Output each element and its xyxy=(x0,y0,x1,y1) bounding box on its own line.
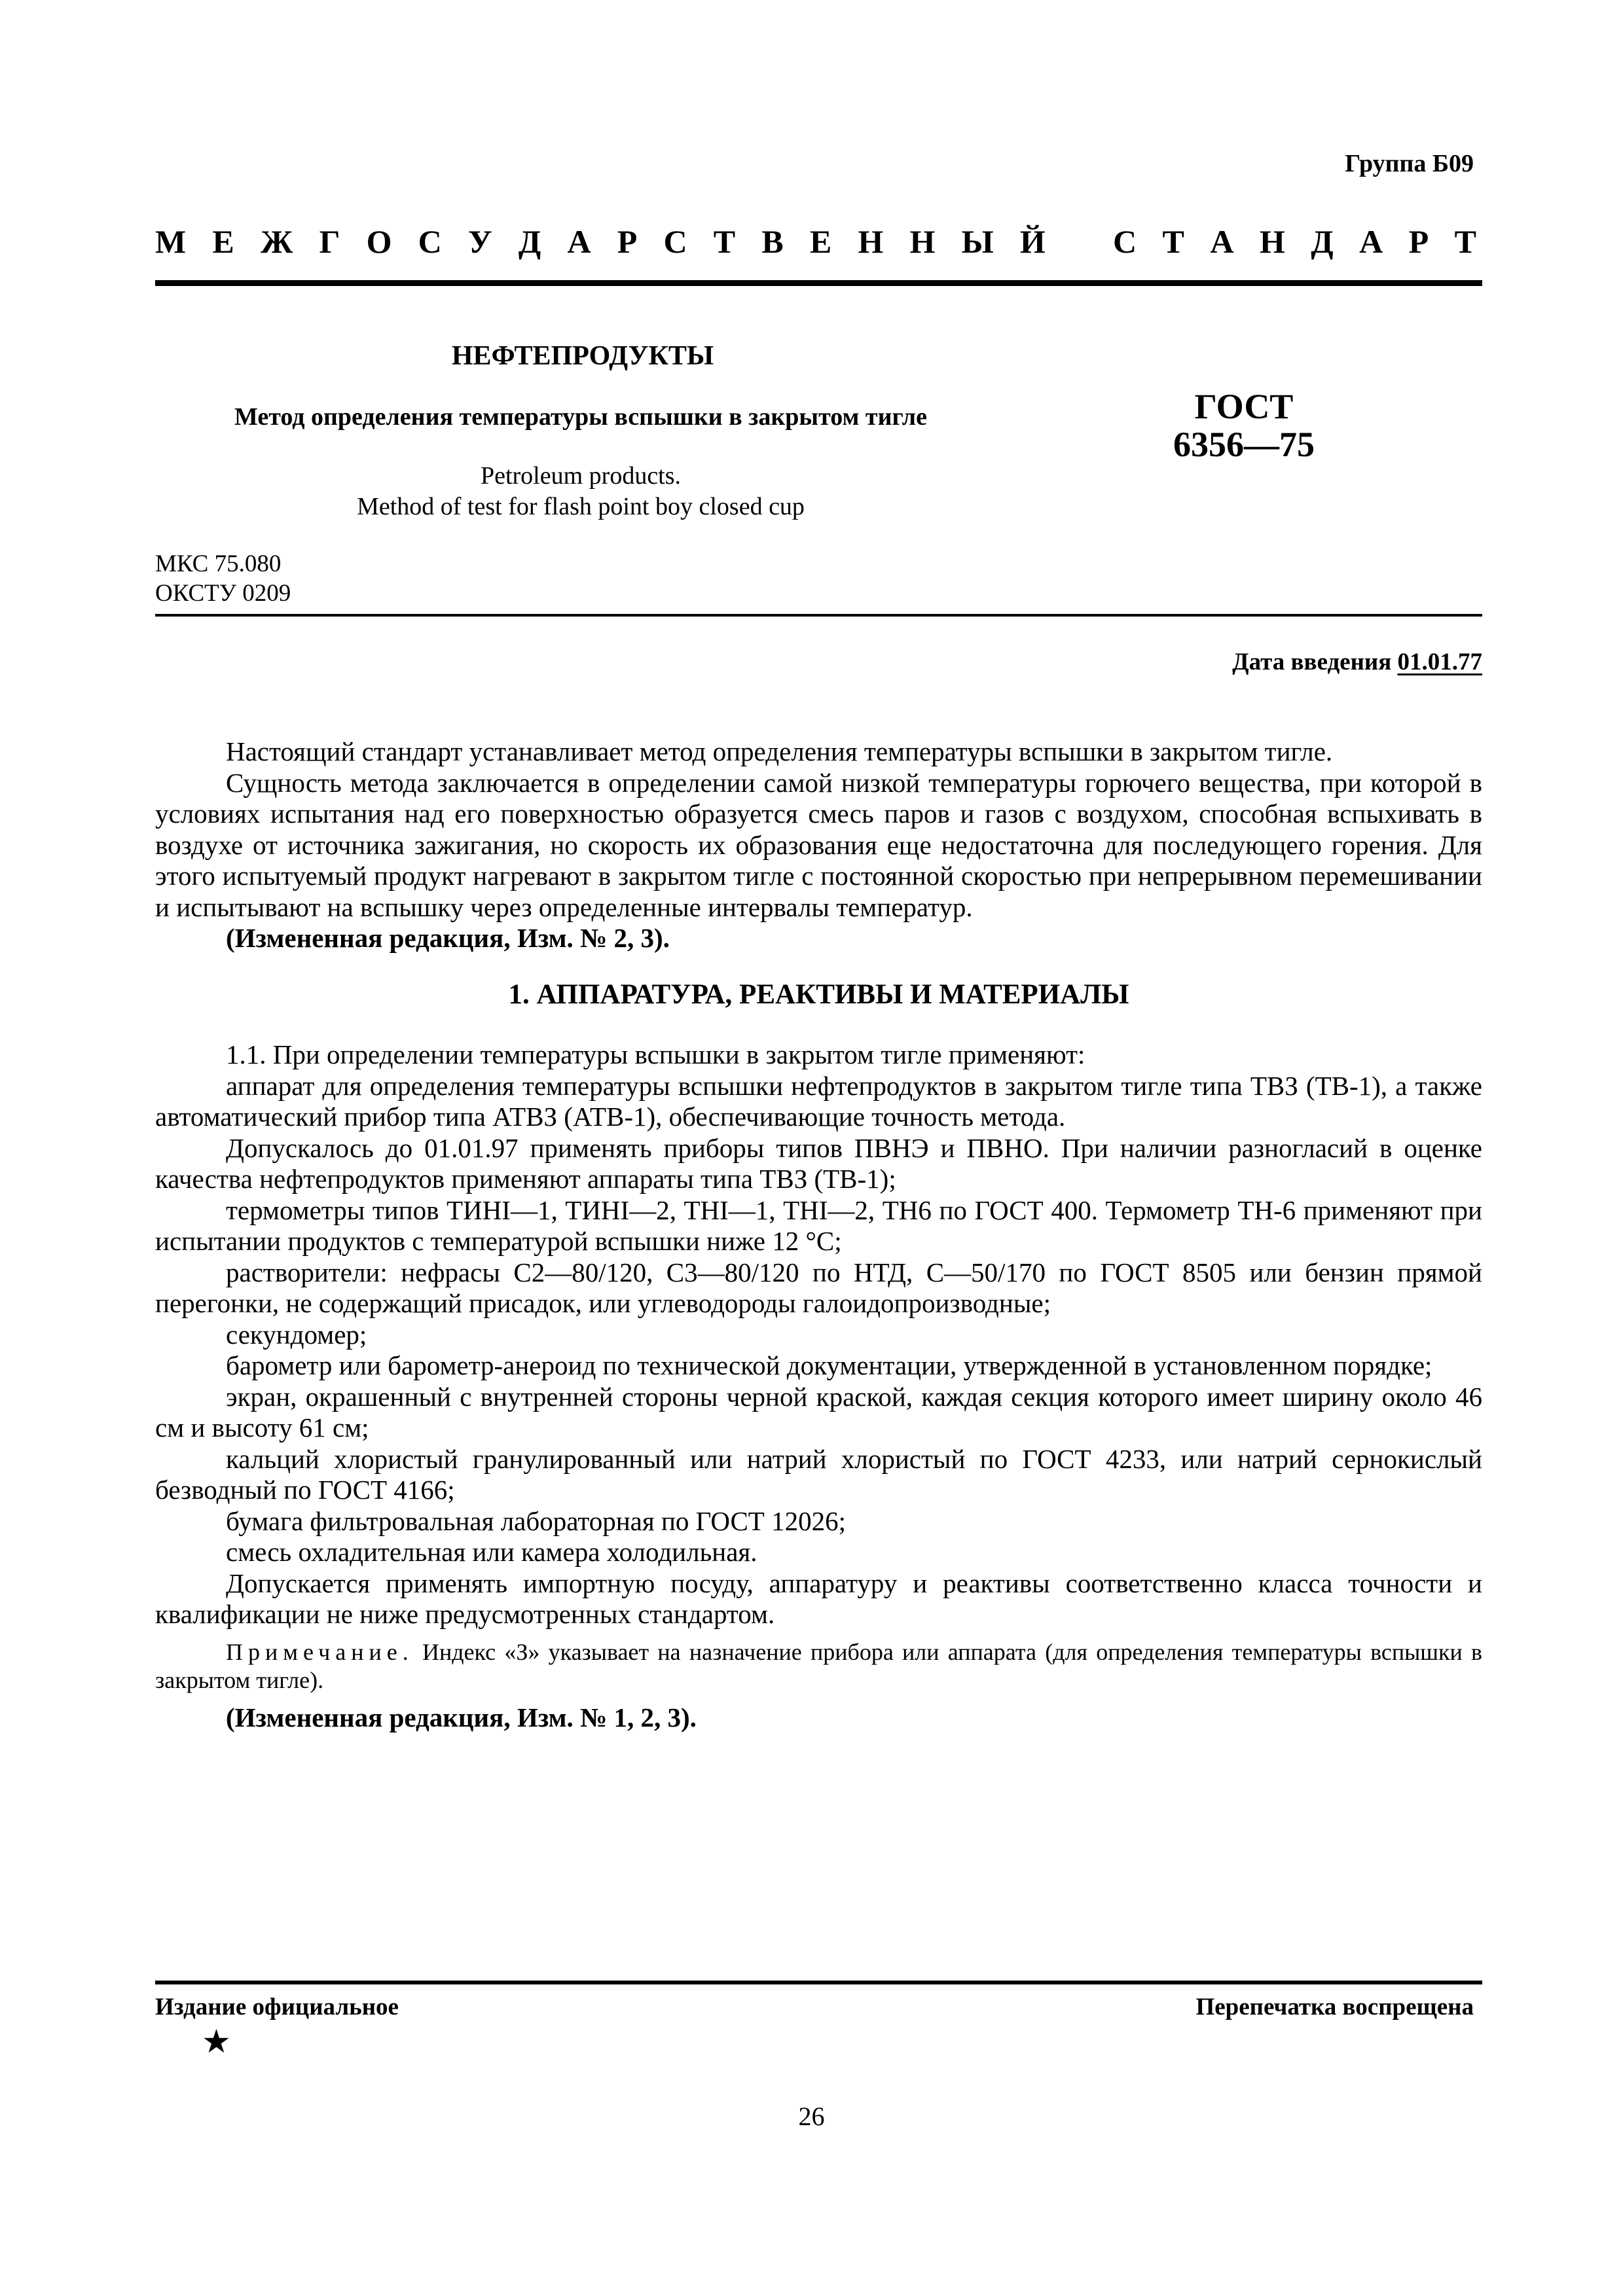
list-item-cooling: смесь охладительная или камера холодильная. xyxy=(226,1537,757,1567)
change-note-2: (Измененная редакция, Изм. № 1, 2, 3). xyxy=(226,1702,697,1732)
gost-label: ГОСТ xyxy=(1194,387,1294,426)
banner-right-letter: Т xyxy=(1162,223,1184,260)
banner-right xyxy=(1113,223,1476,260)
banner-left-letter: У xyxy=(467,223,492,260)
banner-left-letter: С xyxy=(663,223,687,260)
list-item-solvents: растворители: нефрасы С2—80/120, С3—80/120 по НТД, С—50/170 по ГОСТ 8505 или бензин прямой перегонки, не содержащий присадок, или углеводороды галоидопроизводные; xyxy=(155,1257,1482,1318)
list-item-import-allowed: Допускается применять импортную посуду, аппаратуру и реактивы соответственно класса точности и квалификации не ниже предусмотренных стандартом. xyxy=(155,1568,1482,1629)
list-item-thermometers: термометры типов ТИНІ—1, ТИНІ—2, ТНІ—1, ТНІ—2, ТН6 по ГОСТ 400. Термометр ТН-6 применяют при испытании продуктов с температурой вспышки ниже 12 °С; xyxy=(155,1194,1482,1256)
change-note-1: (Измененная редакция, Изм. № 2, 3). xyxy=(226,923,670,953)
group-label: Группа Б09 xyxy=(1345,150,1474,177)
banner-right-letter: Т xyxy=(1454,223,1476,260)
banner-left-letter: Д xyxy=(518,223,541,260)
official-edition-label: Издание официальное xyxy=(155,1994,399,2020)
banner-right-letter: С xyxy=(1113,223,1137,260)
middle-rule xyxy=(155,614,1482,617)
list-item-barometer: барометр или барометр-анероид по технической документации, утвержденной в установленном порядке; xyxy=(226,1350,1432,1380)
banner-left-letter: Н xyxy=(909,223,936,260)
intro-date xyxy=(1232,648,1482,676)
banner-left-letter: Ж xyxy=(260,223,293,260)
bottom-rule xyxy=(155,1981,1482,1984)
banner-left-letter: Р xyxy=(617,223,638,260)
banner-left-letter: М xyxy=(155,223,187,260)
section-heading-1: 1. АППАРАТУРА, РЕАКТИВЫ И МАТЕРИАЛЫ xyxy=(508,978,1129,1010)
banner-right-letter: А xyxy=(1359,223,1383,260)
banner-right-letter: Д xyxy=(1311,223,1334,260)
banner-left-letter: С xyxy=(418,223,442,260)
banner-left-letter: О xyxy=(366,223,392,260)
document-subtitle: Метод определения температуры вспышки в закрытом тигле xyxy=(234,403,927,431)
list-item-filter-paper: бумага фильтровальная лабораторная по ГОСТ 12026; xyxy=(226,1505,846,1536)
top-rule xyxy=(155,280,1482,286)
intro-date-value: 01.01.77 xyxy=(1397,649,1482,675)
reprint-prohibited-label: Перепечатка воспрещена xyxy=(1195,1994,1474,2020)
paragraph-scope: Настоящий стандарт устанавливает метод определения температуры вспышки в закрытом тигле. xyxy=(226,736,1333,766)
list-item-apparatus: аппарат для определения температуры вспышки нефтепродуктов в закрытом тигле типа ТВЗ (ТВ-1), а также автоматический прибор типа АТВЗ (АТВ-1), обеспечивающие точность метода. xyxy=(155,1070,1482,1132)
banner-left-letter: Г xyxy=(319,223,340,260)
document-body xyxy=(155,736,1482,1733)
banner-left-letter: Е xyxy=(809,223,832,260)
list-item-allowed-devices: Допускалось до 01.01.97 применять приборы типов ПВНЭ и ПВНО. При наличии разногласий в оценке качества нефтепродуктов применяют аппараты типа ТВЗ (ТВ-1); xyxy=(155,1132,1482,1194)
english-title-line1: Petroleum products. xyxy=(480,462,682,490)
paragraph-essence: Сущность метода заключается в определении самой низкой температуры горючего вещества, при которой в условиях испытания над его поверхностью образуется смесь паров и газов с воздухом, способная вспыхивать в воздухе от источника зажигания, но скорость их образования еще недостаточна для последующего горения. Для этого испытуемый продукт нагревают в закрытом тигле с постоянной скоростью при непрерывном перемешивании и испытывают на вспышку через определенные интервалы температур. xyxy=(155,767,1482,922)
banner-left-letter: Й xyxy=(1019,223,1046,260)
banner-left-letter: Ы xyxy=(961,223,994,260)
clause-1-1: 1.1. При определении температуры вспышки в закрытом тигле применяют: xyxy=(226,1039,1085,1069)
page-number: 26 xyxy=(798,2102,825,2131)
note-label: Примечание. xyxy=(226,1638,414,1665)
banner-left-letter: Е xyxy=(212,223,234,260)
banner-right-letter: А xyxy=(1210,223,1234,260)
banner-right-letter: Р xyxy=(1408,223,1429,260)
okstu-code: ОКСТУ 0209 xyxy=(155,580,291,607)
list-item-drying-agents: кальций хлористый гранулированный или натрий хлористый по ГОСТ 4233, или натрий сернокислый безводный по ГОСТ 4166; xyxy=(155,1443,1482,1505)
document-title: НЕФТЕПРОДУКТЫ xyxy=(451,341,714,371)
banner-left-letter: А xyxy=(567,223,591,260)
banner-left xyxy=(155,223,1046,260)
mks-code: МКС 75.080 xyxy=(155,550,282,577)
list-item-screen: экран, окрашенный с внутренней стороны черной краской, каждая секция которого имеет ширину около 46 см и высоту 61 см; xyxy=(155,1381,1482,1443)
list-item-stopwatch: секундомер; xyxy=(226,1319,367,1350)
english-title-line2: Method of test for flash point boy closed cup xyxy=(357,493,805,520)
note xyxy=(155,1638,1482,1695)
banner-right-letter: Н xyxy=(1259,223,1285,260)
banner-left-letter: В xyxy=(761,223,784,260)
banner-left-letter: Т xyxy=(713,223,736,260)
intro-date-label: Дата введения xyxy=(1232,649,1392,675)
gost-number: 6356—75 xyxy=(1173,425,1315,464)
star-icon: ★ xyxy=(202,2023,231,2060)
banner-left-letter: Н xyxy=(858,223,884,260)
note-text: Индекс «З» указывает на назначение прибора или аппарата (для определения температуры вспышки в закрытом тигле). xyxy=(155,1638,1483,1693)
